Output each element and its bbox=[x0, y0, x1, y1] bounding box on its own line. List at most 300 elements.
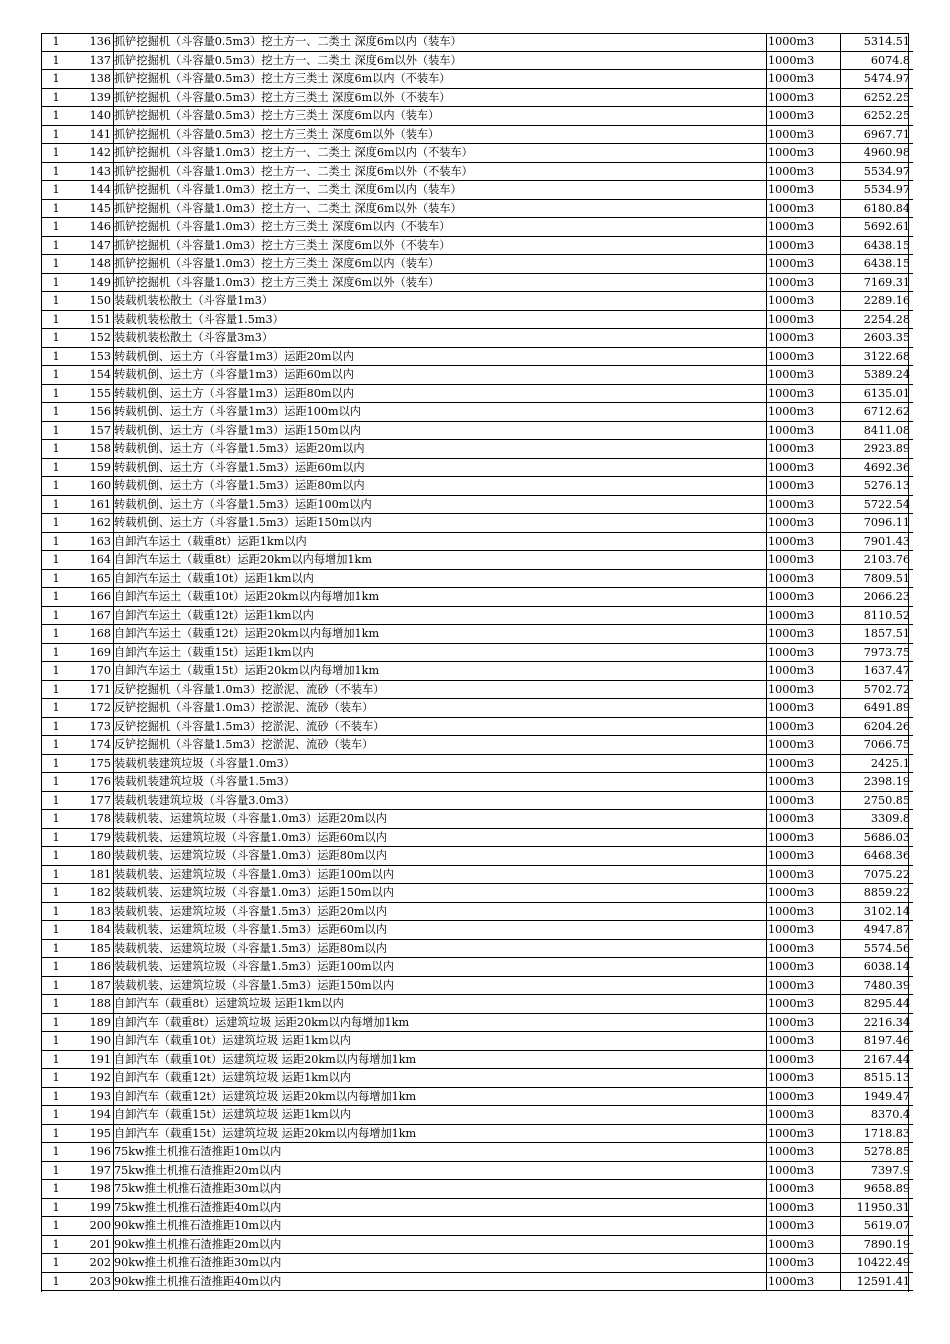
row-level-cell[interactable]: 1 bbox=[41, 88, 71, 107]
row-number-cell[interactable]: 166 bbox=[71, 588, 114, 607]
price-cell[interactable]: 5722.54 bbox=[841, 495, 914, 514]
row-number-cell[interactable]: 148 bbox=[71, 255, 114, 274]
unit-cell[interactable]: 1000m3 bbox=[767, 902, 841, 921]
item-name-cell[interactable]: 抓铲挖掘机（斗容量0.5m3）挖土方一、二类土 深度6m以内（装车） bbox=[114, 33, 767, 51]
item-name-cell[interactable]: 抓铲挖掘机（斗容量1.0m3）挖土方三类土 深度6m以外（装车） bbox=[114, 273, 767, 292]
unit-cell[interactable]: 1000m3 bbox=[767, 662, 841, 681]
item-name-cell[interactable]: 抓铲挖掘机（斗容量1.0m3）挖土方三类土 深度6m以内（装车） bbox=[114, 255, 767, 274]
unit-cell[interactable]: 1000m3 bbox=[767, 218, 841, 237]
row-number-cell[interactable]: 150 bbox=[71, 292, 114, 311]
price-cell[interactable]: 7096.11 bbox=[841, 514, 914, 533]
price-cell[interactable]: 8859.22 bbox=[841, 884, 914, 903]
row-number-cell[interactable]: 163 bbox=[71, 532, 114, 551]
price-cell[interactable]: 8110.52 bbox=[841, 606, 914, 625]
unit-cell[interactable]: 1000m3 bbox=[767, 458, 841, 477]
price-cell[interactable]: 7901.43 bbox=[841, 532, 914, 551]
price-cell[interactable]: 2398.19 bbox=[841, 773, 914, 792]
unit-cell[interactable]: 1000m3 bbox=[767, 791, 841, 810]
row-number-cell[interactable]: 183 bbox=[71, 902, 114, 921]
table-row[interactable] bbox=[41, 310, 913, 329]
table-row[interactable] bbox=[41, 902, 913, 921]
price-cell[interactable]: 8197.46 bbox=[841, 1032, 914, 1051]
unit-cell[interactable]: 1000m3 bbox=[767, 329, 841, 348]
price-cell[interactable]: 5534.97 bbox=[841, 162, 914, 181]
item-name-cell[interactable]: 75kw推土机推石渣推距10m以内 bbox=[114, 1143, 767, 1162]
table-row[interactable] bbox=[41, 532, 913, 551]
unit-cell[interactable]: 1000m3 bbox=[767, 810, 841, 829]
row-level-cell[interactable]: 1 bbox=[41, 643, 71, 662]
row-number-cell[interactable]: 144 bbox=[71, 181, 114, 200]
item-name-cell[interactable]: 抓铲挖掘机（斗容量0.5m3）挖土方三类土 深度6m以外（不装车） bbox=[114, 88, 767, 107]
row-number-cell[interactable]: 197 bbox=[71, 1161, 114, 1180]
row-number-cell[interactable]: 161 bbox=[71, 495, 114, 514]
row-level-cell[interactable]: 1 bbox=[41, 366, 71, 385]
table-row[interactable] bbox=[41, 1217, 913, 1236]
table-row[interactable] bbox=[41, 255, 913, 274]
item-name-cell[interactable]: 装载机装、运建筑垃圾（斗容量1.5m3）运距60m以内 bbox=[114, 921, 767, 940]
unit-cell[interactable]: 1000m3 bbox=[767, 847, 841, 866]
price-cell[interactable]: 7066.75 bbox=[841, 736, 914, 755]
item-name-cell[interactable]: 转载机倒、运土方（斗容量1m3）运距100m以内 bbox=[114, 403, 767, 422]
price-cell[interactable]: 8515.13 bbox=[841, 1069, 914, 1088]
table-row[interactable] bbox=[41, 107, 913, 126]
unit-cell[interactable]: 1000m3 bbox=[767, 625, 841, 644]
row-level-cell[interactable]: 1 bbox=[41, 865, 71, 884]
row-number-cell[interactable]: 175 bbox=[71, 754, 114, 773]
item-name-cell[interactable]: 反铲挖掘机（斗容量1.5m3）挖淤泥、流砂（装车） bbox=[114, 736, 767, 755]
row-level-cell[interactable]: 1 bbox=[41, 995, 71, 1014]
item-name-cell[interactable]: 75kw推土机推石渣推距40m以内 bbox=[114, 1198, 767, 1217]
row-level-cell[interactable]: 1 bbox=[41, 162, 71, 181]
table-row[interactable] bbox=[41, 51, 913, 70]
table-row[interactable] bbox=[41, 403, 913, 422]
table-row[interactable] bbox=[41, 1087, 913, 1106]
row-number-cell[interactable]: 151 bbox=[71, 310, 114, 329]
unit-cell[interactable]: 1000m3 bbox=[767, 828, 841, 847]
row-level-cell[interactable]: 1 bbox=[41, 902, 71, 921]
unit-cell[interactable]: 1000m3 bbox=[767, 384, 841, 403]
row-level-cell[interactable]: 1 bbox=[41, 1069, 71, 1088]
table-row[interactable] bbox=[41, 421, 913, 440]
unit-cell[interactable]: 1000m3 bbox=[767, 736, 841, 755]
row-level-cell[interactable]: 1 bbox=[41, 255, 71, 274]
item-name-cell[interactable]: 装载机装建筑垃圾（斗容量1.0m3） bbox=[114, 754, 767, 773]
item-name-cell[interactable]: 自卸汽车运土（载重12t）运距1km以内 bbox=[114, 606, 767, 625]
table-row[interactable] bbox=[41, 643, 913, 662]
price-cell[interactable]: 7480.39 bbox=[841, 976, 914, 995]
unit-cell[interactable]: 1000m3 bbox=[767, 865, 841, 884]
price-cell[interactable]: 5474.97 bbox=[841, 70, 914, 89]
item-name-cell[interactable]: 装载机装松散土（斗容量1.5m3） bbox=[114, 310, 767, 329]
unit-cell[interactable]: 1000m3 bbox=[767, 1143, 841, 1162]
row-number-cell[interactable]: 203 bbox=[71, 1272, 114, 1291]
unit-cell[interactable]: 1000m3 bbox=[767, 1106, 841, 1125]
item-name-cell[interactable]: 装载机装、运建筑垃圾（斗容量1.0m3）运距60m以内 bbox=[114, 828, 767, 847]
row-number-cell[interactable]: 196 bbox=[71, 1143, 114, 1162]
table-row[interactable] bbox=[41, 680, 913, 699]
row-number-cell[interactable]: 180 bbox=[71, 847, 114, 866]
table-row[interactable] bbox=[41, 1254, 913, 1273]
price-cell[interactable]: 2603.35 bbox=[841, 329, 914, 348]
item-name-cell[interactable]: 装载机装、运建筑垃圾（斗容量1.5m3）运距80m以内 bbox=[114, 939, 767, 958]
unit-cell[interactable]: 1000m3 bbox=[767, 255, 841, 274]
price-cell[interactable]: 2103.76 bbox=[841, 551, 914, 570]
item-name-cell[interactable]: 抓铲挖掘机（斗容量0.5m3）挖土方一、二类土 深度6m以外（装车） bbox=[114, 51, 767, 70]
price-cell[interactable]: 3309.8 bbox=[841, 810, 914, 829]
row-level-cell[interactable]: 1 bbox=[41, 1124, 71, 1143]
row-level-cell[interactable]: 1 bbox=[41, 625, 71, 644]
price-cell[interactable]: 5389.24 bbox=[841, 366, 914, 385]
row-number-cell[interactable]: 154 bbox=[71, 366, 114, 385]
table-row[interactable] bbox=[41, 329, 913, 348]
row-level-cell[interactable]: 1 bbox=[41, 1050, 71, 1069]
row-number-cell[interactable]: 147 bbox=[71, 236, 114, 255]
price-cell[interactable]: 10422.49 bbox=[841, 1254, 914, 1273]
unit-cell[interactable]: 1000m3 bbox=[767, 551, 841, 570]
row-level-cell[interactable]: 1 bbox=[41, 828, 71, 847]
table-row[interactable] bbox=[41, 958, 913, 977]
table-row[interactable] bbox=[41, 865, 913, 884]
row-number-cell[interactable]: 188 bbox=[71, 995, 114, 1014]
table-row[interactable] bbox=[41, 1161, 913, 1180]
price-cell[interactable]: 5276.13 bbox=[841, 477, 914, 496]
unit-cell[interactable]: 1000m3 bbox=[767, 1087, 841, 1106]
item-name-cell[interactable]: 抓铲挖掘机（斗容量1.0m3）挖土方三类土 深度6m以内（不装车） bbox=[114, 218, 767, 237]
row-level-cell[interactable]: 1 bbox=[41, 1235, 71, 1254]
row-level-cell[interactable]: 1 bbox=[41, 1143, 71, 1162]
row-level-cell[interactable]: 1 bbox=[41, 569, 71, 588]
row-level-cell[interactable]: 1 bbox=[41, 329, 71, 348]
unit-cell[interactable]: 1000m3 bbox=[767, 273, 841, 292]
table-row[interactable] bbox=[41, 1106, 913, 1125]
unit-cell[interactable]: 1000m3 bbox=[767, 939, 841, 958]
table-row[interactable] bbox=[41, 1124, 913, 1143]
price-cell[interactable]: 4960.98 bbox=[841, 144, 914, 163]
unit-cell[interactable]: 1000m3 bbox=[767, 1217, 841, 1236]
table-row[interactable] bbox=[41, 662, 913, 681]
row-level-cell[interactable]: 1 bbox=[41, 107, 71, 126]
price-cell[interactable]: 12591.41 bbox=[841, 1272, 914, 1291]
table-row[interactable] bbox=[41, 1069, 913, 1088]
row-number-cell[interactable]: 143 bbox=[71, 162, 114, 181]
table-row[interactable] bbox=[41, 1013, 913, 1032]
unit-cell[interactable]: 1000m3 bbox=[767, 921, 841, 940]
price-cell[interactable]: 4947.87 bbox=[841, 921, 914, 940]
table-row[interactable] bbox=[41, 33, 913, 51]
unit-cell[interactable]: 1000m3 bbox=[767, 1013, 841, 1032]
table-row[interactable] bbox=[41, 754, 913, 773]
price-cell[interactable]: 6074.8 bbox=[841, 51, 914, 70]
row-level-cell[interactable]: 1 bbox=[41, 495, 71, 514]
unit-cell[interactable]: 1000m3 bbox=[767, 717, 841, 736]
row-number-cell[interactable]: 202 bbox=[71, 1254, 114, 1273]
table-row[interactable] bbox=[41, 384, 913, 403]
item-name-cell[interactable]: 装载机装、运建筑垃圾（斗容量1.0m3）运距100m以内 bbox=[114, 865, 767, 884]
item-name-cell[interactable]: 自卸汽车运土（载重15t）运距1km以内 bbox=[114, 643, 767, 662]
row-number-cell[interactable]: 169 bbox=[71, 643, 114, 662]
row-level-cell[interactable]: 1 bbox=[41, 1254, 71, 1273]
row-number-cell[interactable]: 199 bbox=[71, 1198, 114, 1217]
row-level-cell[interactable]: 1 bbox=[41, 588, 71, 607]
unit-cell[interactable]: 1000m3 bbox=[767, 680, 841, 699]
price-cell[interactable]: 8411.08 bbox=[841, 421, 914, 440]
price-cell[interactable]: 7973.75 bbox=[841, 643, 914, 662]
table-row[interactable] bbox=[41, 551, 913, 570]
item-name-cell[interactable]: 转载机倒、运土方（斗容量1.5m3）运距100m以内 bbox=[114, 495, 767, 514]
item-name-cell[interactable]: 自卸汽车运土（载重8t）运距1km以内 bbox=[114, 532, 767, 551]
unit-cell[interactable]: 1000m3 bbox=[767, 606, 841, 625]
row-level-cell[interactable]: 1 bbox=[41, 51, 71, 70]
unit-cell[interactable]: 1000m3 bbox=[767, 773, 841, 792]
item-name-cell[interactable]: 装载机装、运建筑垃圾（斗容量1.5m3）运距150m以内 bbox=[114, 976, 767, 995]
table-row[interactable] bbox=[41, 1180, 913, 1199]
price-cell[interactable]: 6438.15 bbox=[841, 236, 914, 255]
item-name-cell[interactable]: 转载机倒、运土方（斗容量1.5m3）运距80m以内 bbox=[114, 477, 767, 496]
table-row[interactable] bbox=[41, 939, 913, 958]
table-row[interactable] bbox=[41, 699, 913, 718]
item-name-cell[interactable]: 装载机装建筑垃圾（斗容量3.0m3） bbox=[114, 791, 767, 810]
row-level-cell[interactable]: 1 bbox=[41, 218, 71, 237]
item-name-cell[interactable]: 自卸汽车（载重12t）运建筑垃圾 运距1km以内 bbox=[114, 1069, 767, 1088]
price-cell[interactable]: 8295.44 bbox=[841, 995, 914, 1014]
item-name-cell[interactable]: 90kw推土机推石渣推距20m以内 bbox=[114, 1235, 767, 1254]
row-level-cell[interactable]: 1 bbox=[41, 1180, 71, 1199]
item-name-cell[interactable]: 反铲挖掘机（斗容量1.0m3）挖淤泥、流砂（不装车） bbox=[114, 680, 767, 699]
price-cell[interactable]: 6438.15 bbox=[841, 255, 914, 274]
row-level-cell[interactable]: 1 bbox=[41, 384, 71, 403]
unit-cell[interactable]: 1000m3 bbox=[767, 1272, 841, 1291]
item-name-cell[interactable]: 转载机倒、运土方（斗容量1m3）运距80m以内 bbox=[114, 384, 767, 403]
price-cell[interactable]: 4692.36 bbox=[841, 458, 914, 477]
table-row[interactable] bbox=[41, 292, 913, 311]
price-cell[interactable]: 5619.07 bbox=[841, 1217, 914, 1236]
price-cell[interactable]: 5314.51 bbox=[841, 33, 914, 51]
item-name-cell[interactable]: 装载机装、运建筑垃圾（斗容量1.5m3）运距100m以内 bbox=[114, 958, 767, 977]
row-number-cell[interactable]: 190 bbox=[71, 1032, 114, 1051]
item-name-cell[interactable]: 75kw推土机推石渣推距20m以内 bbox=[114, 1161, 767, 1180]
table-row[interactable] bbox=[41, 440, 913, 459]
table-row[interactable] bbox=[41, 1272, 913, 1291]
row-level-cell[interactable]: 1 bbox=[41, 125, 71, 144]
item-name-cell[interactable]: 装载机装、运建筑垃圾（斗容量1.0m3）运距80m以内 bbox=[114, 847, 767, 866]
unit-cell[interactable]: 1000m3 bbox=[767, 1032, 841, 1051]
price-cell[interactable]: 7397.9 bbox=[841, 1161, 914, 1180]
price-cell[interactable]: 2167.44 bbox=[841, 1050, 914, 1069]
item-name-cell[interactable]: 自卸汽车运土（载重10t）运距20km以内每增加1km bbox=[114, 588, 767, 607]
row-level-cell[interactable]: 1 bbox=[41, 292, 71, 311]
row-level-cell[interactable]: 1 bbox=[41, 1032, 71, 1051]
row-number-cell[interactable]: 158 bbox=[71, 440, 114, 459]
unit-cell[interactable]: 1000m3 bbox=[767, 495, 841, 514]
table-row[interactable] bbox=[41, 1050, 913, 1069]
unit-cell[interactable]: 1000m3 bbox=[767, 1069, 841, 1088]
price-cell[interactable]: 2425.1 bbox=[841, 754, 914, 773]
price-cell[interactable]: 8370.4 bbox=[841, 1106, 914, 1125]
table-row[interactable] bbox=[41, 162, 913, 181]
item-name-cell[interactable]: 抓铲挖掘机（斗容量0.5m3）挖土方三类土 深度6m以内（不装车） bbox=[114, 70, 767, 89]
row-level-cell[interactable]: 1 bbox=[41, 551, 71, 570]
row-number-cell[interactable]: 186 bbox=[71, 958, 114, 977]
item-name-cell[interactable]: 抓铲挖掘机（斗容量0.5m3）挖土方三类土 深度6m以内（装车） bbox=[114, 107, 767, 126]
row-number-cell[interactable]: 156 bbox=[71, 403, 114, 422]
item-name-cell[interactable]: 抓铲挖掘机（斗容量1.0m3）挖土方一、二类土 深度6m以外（不装车） bbox=[114, 162, 767, 181]
price-cell[interactable]: 6252.25 bbox=[841, 88, 914, 107]
row-number-cell[interactable]: 140 bbox=[71, 107, 114, 126]
row-number-cell[interactable]: 141 bbox=[71, 125, 114, 144]
item-name-cell[interactable]: 自卸汽车（载重15t）运建筑垃圾 运距1km以内 bbox=[114, 1106, 767, 1125]
row-number-cell[interactable]: 167 bbox=[71, 606, 114, 625]
price-cell[interactable]: 5702.72 bbox=[841, 680, 914, 699]
item-name-cell[interactable]: 自卸汽车（载重10t）运建筑垃圾 运距1km以内 bbox=[114, 1032, 767, 1051]
item-name-cell[interactable]: 自卸汽车（载重8t）运建筑垃圾 运距1km以内 bbox=[114, 995, 767, 1014]
table-row[interactable] bbox=[41, 236, 913, 255]
row-level-cell[interactable]: 1 bbox=[41, 1161, 71, 1180]
row-number-cell[interactable]: 165 bbox=[71, 569, 114, 588]
unit-cell[interactable]: 1000m3 bbox=[767, 347, 841, 366]
table-row[interactable] bbox=[41, 810, 913, 829]
row-number-cell[interactable]: 153 bbox=[71, 347, 114, 366]
price-cell[interactable]: 2750.85 bbox=[841, 791, 914, 810]
table-row[interactable] bbox=[41, 921, 913, 940]
table-row[interactable] bbox=[41, 569, 913, 588]
row-level-cell[interactable]: 1 bbox=[41, 847, 71, 866]
table-row[interactable] bbox=[41, 458, 913, 477]
row-level-cell[interactable]: 1 bbox=[41, 236, 71, 255]
row-level-cell[interactable]: 1 bbox=[41, 310, 71, 329]
row-number-cell[interactable]: 181 bbox=[71, 865, 114, 884]
table-row[interactable] bbox=[41, 125, 913, 144]
item-name-cell[interactable]: 抓铲挖掘机（斗容量0.5m3）挖土方三类土 深度6m以外（装车） bbox=[114, 125, 767, 144]
row-level-cell[interactable]: 1 bbox=[41, 939, 71, 958]
table-row[interactable] bbox=[41, 995, 913, 1014]
unit-cell[interactable]: 1000m3 bbox=[767, 125, 841, 144]
unit-cell[interactable]: 1000m3 bbox=[767, 162, 841, 181]
item-name-cell[interactable]: 75kw推土机推石渣推距30m以内 bbox=[114, 1180, 767, 1199]
table-row[interactable] bbox=[41, 736, 913, 755]
item-name-cell[interactable]: 自卸汽车运土（载重12t）运距20km以内每增加1km bbox=[114, 625, 767, 644]
unit-cell[interactable]: 1000m3 bbox=[767, 754, 841, 773]
item-name-cell[interactable]: 转载机倒、运土方（斗容量1.5m3）运距60m以内 bbox=[114, 458, 767, 477]
unit-cell[interactable]: 1000m3 bbox=[767, 976, 841, 995]
row-number-cell[interactable]: 195 bbox=[71, 1124, 114, 1143]
row-level-cell[interactable]: 1 bbox=[41, 403, 71, 422]
price-cell[interactable]: 3102.14 bbox=[841, 902, 914, 921]
row-number-cell[interactable]: 187 bbox=[71, 976, 114, 995]
unit-cell[interactable]: 1000m3 bbox=[767, 569, 841, 588]
table-row[interactable] bbox=[41, 70, 913, 89]
item-name-cell[interactable]: 转载机倒、运土方（斗容量1m3）运距20m以内 bbox=[114, 347, 767, 366]
row-number-cell[interactable]: 136 bbox=[71, 33, 114, 51]
price-cell[interactable]: 1718.83 bbox=[841, 1124, 914, 1143]
table-row[interactable] bbox=[41, 828, 913, 847]
row-level-cell[interactable]: 1 bbox=[41, 1217, 71, 1236]
item-name-cell[interactable]: 转载机倒、运土方（斗容量1.5m3）运距20m以内 bbox=[114, 440, 767, 459]
row-number-cell[interactable]: 170 bbox=[71, 662, 114, 681]
table-row[interactable] bbox=[41, 976, 913, 995]
row-level-cell[interactable]: 1 bbox=[41, 532, 71, 551]
unit-cell[interactable]: 1000m3 bbox=[767, 310, 841, 329]
item-name-cell[interactable]: 90kw推土机推石渣推距10m以内 bbox=[114, 1217, 767, 1236]
row-number-cell[interactable]: 185 bbox=[71, 939, 114, 958]
row-number-cell[interactable]: 193 bbox=[71, 1087, 114, 1106]
item-name-cell[interactable]: 装载机装、运建筑垃圾（斗容量1.0m3）运距20m以内 bbox=[114, 810, 767, 829]
row-level-cell[interactable]: 1 bbox=[41, 1106, 71, 1125]
row-number-cell[interactable]: 198 bbox=[71, 1180, 114, 1199]
row-level-cell[interactable]: 1 bbox=[41, 1087, 71, 1106]
row-number-cell[interactable]: 164 bbox=[71, 551, 114, 570]
row-level-cell[interactable]: 1 bbox=[41, 791, 71, 810]
table-row[interactable] bbox=[41, 181, 913, 200]
row-level-cell[interactable]: 1 bbox=[41, 421, 71, 440]
row-level-cell[interactable]: 1 bbox=[41, 273, 71, 292]
table-row[interactable] bbox=[41, 347, 913, 366]
price-cell[interactable]: 6135.01 bbox=[841, 384, 914, 403]
row-level-cell[interactable]: 1 bbox=[41, 699, 71, 718]
row-level-cell[interactable]: 1 bbox=[41, 884, 71, 903]
table-row[interactable] bbox=[41, 495, 913, 514]
row-number-cell[interactable]: 201 bbox=[71, 1235, 114, 1254]
table-row[interactable] bbox=[41, 514, 913, 533]
price-cell[interactable]: 2066.23 bbox=[841, 588, 914, 607]
row-level-cell[interactable]: 1 bbox=[41, 33, 71, 51]
unit-cell[interactable]: 1000m3 bbox=[767, 643, 841, 662]
row-level-cell[interactable]: 1 bbox=[41, 1013, 71, 1032]
row-number-cell[interactable]: 139 bbox=[71, 88, 114, 107]
unit-cell[interactable]: 1000m3 bbox=[767, 70, 841, 89]
table-row[interactable] bbox=[41, 773, 913, 792]
unit-cell[interactable]: 1000m3 bbox=[767, 884, 841, 903]
row-level-cell[interactable]: 1 bbox=[41, 606, 71, 625]
unit-cell[interactable]: 1000m3 bbox=[767, 1198, 841, 1217]
price-cell[interactable]: 9658.89 bbox=[841, 1180, 914, 1199]
row-level-cell[interactable]: 1 bbox=[41, 1198, 71, 1217]
row-level-cell[interactable]: 1 bbox=[41, 181, 71, 200]
row-number-cell[interactable]: 194 bbox=[71, 1106, 114, 1125]
price-cell[interactable]: 11950.31 bbox=[841, 1198, 914, 1217]
row-number-cell[interactable]: 157 bbox=[71, 421, 114, 440]
price-cell[interactable]: 5534.97 bbox=[841, 181, 914, 200]
price-cell[interactable]: 6180.84 bbox=[841, 199, 914, 218]
unit-cell[interactable]: 1000m3 bbox=[767, 366, 841, 385]
table-row[interactable] bbox=[41, 273, 913, 292]
unit-cell[interactable]: 1000m3 bbox=[767, 995, 841, 1014]
price-cell[interactable]: 7169.31 bbox=[841, 273, 914, 292]
table-row[interactable] bbox=[41, 1143, 913, 1162]
row-number-cell[interactable]: 173 bbox=[71, 717, 114, 736]
row-level-cell[interactable]: 1 bbox=[41, 958, 71, 977]
item-name-cell[interactable]: 转载机倒、运土方（斗容量1m3）运距150m以内 bbox=[114, 421, 767, 440]
row-number-cell[interactable]: 171 bbox=[71, 680, 114, 699]
row-level-cell[interactable]: 1 bbox=[41, 1272, 71, 1291]
row-number-cell[interactable]: 160 bbox=[71, 477, 114, 496]
row-number-cell[interactable]: 189 bbox=[71, 1013, 114, 1032]
item-name-cell[interactable]: 装载机装建筑垃圾（斗容量1.5m3） bbox=[114, 773, 767, 792]
row-number-cell[interactable]: 146 bbox=[71, 218, 114, 237]
price-cell[interactable]: 5278.85 bbox=[841, 1143, 914, 1162]
price-cell[interactable]: 2923.89 bbox=[841, 440, 914, 459]
item-name-cell[interactable]: 转载机倒、运土方（斗容量1.5m3）运距150m以内 bbox=[114, 514, 767, 533]
row-level-cell[interactable]: 1 bbox=[41, 736, 71, 755]
item-name-cell[interactable]: 反铲挖掘机（斗容量1.0m3）挖淤泥、流砂（装车） bbox=[114, 699, 767, 718]
row-number-cell[interactable]: 142 bbox=[71, 144, 114, 163]
row-level-cell[interactable]: 1 bbox=[41, 773, 71, 792]
row-number-cell[interactable]: 179 bbox=[71, 828, 114, 847]
item-name-cell[interactable]: 装载机装、运建筑垃圾（斗容量1.0m3）运距150m以内 bbox=[114, 884, 767, 903]
unit-cell[interactable]: 1000m3 bbox=[767, 588, 841, 607]
price-cell[interactable]: 6491.89 bbox=[841, 699, 914, 718]
row-number-cell[interactable]: 159 bbox=[71, 458, 114, 477]
unit-cell[interactable]: 1000m3 bbox=[767, 1124, 841, 1143]
